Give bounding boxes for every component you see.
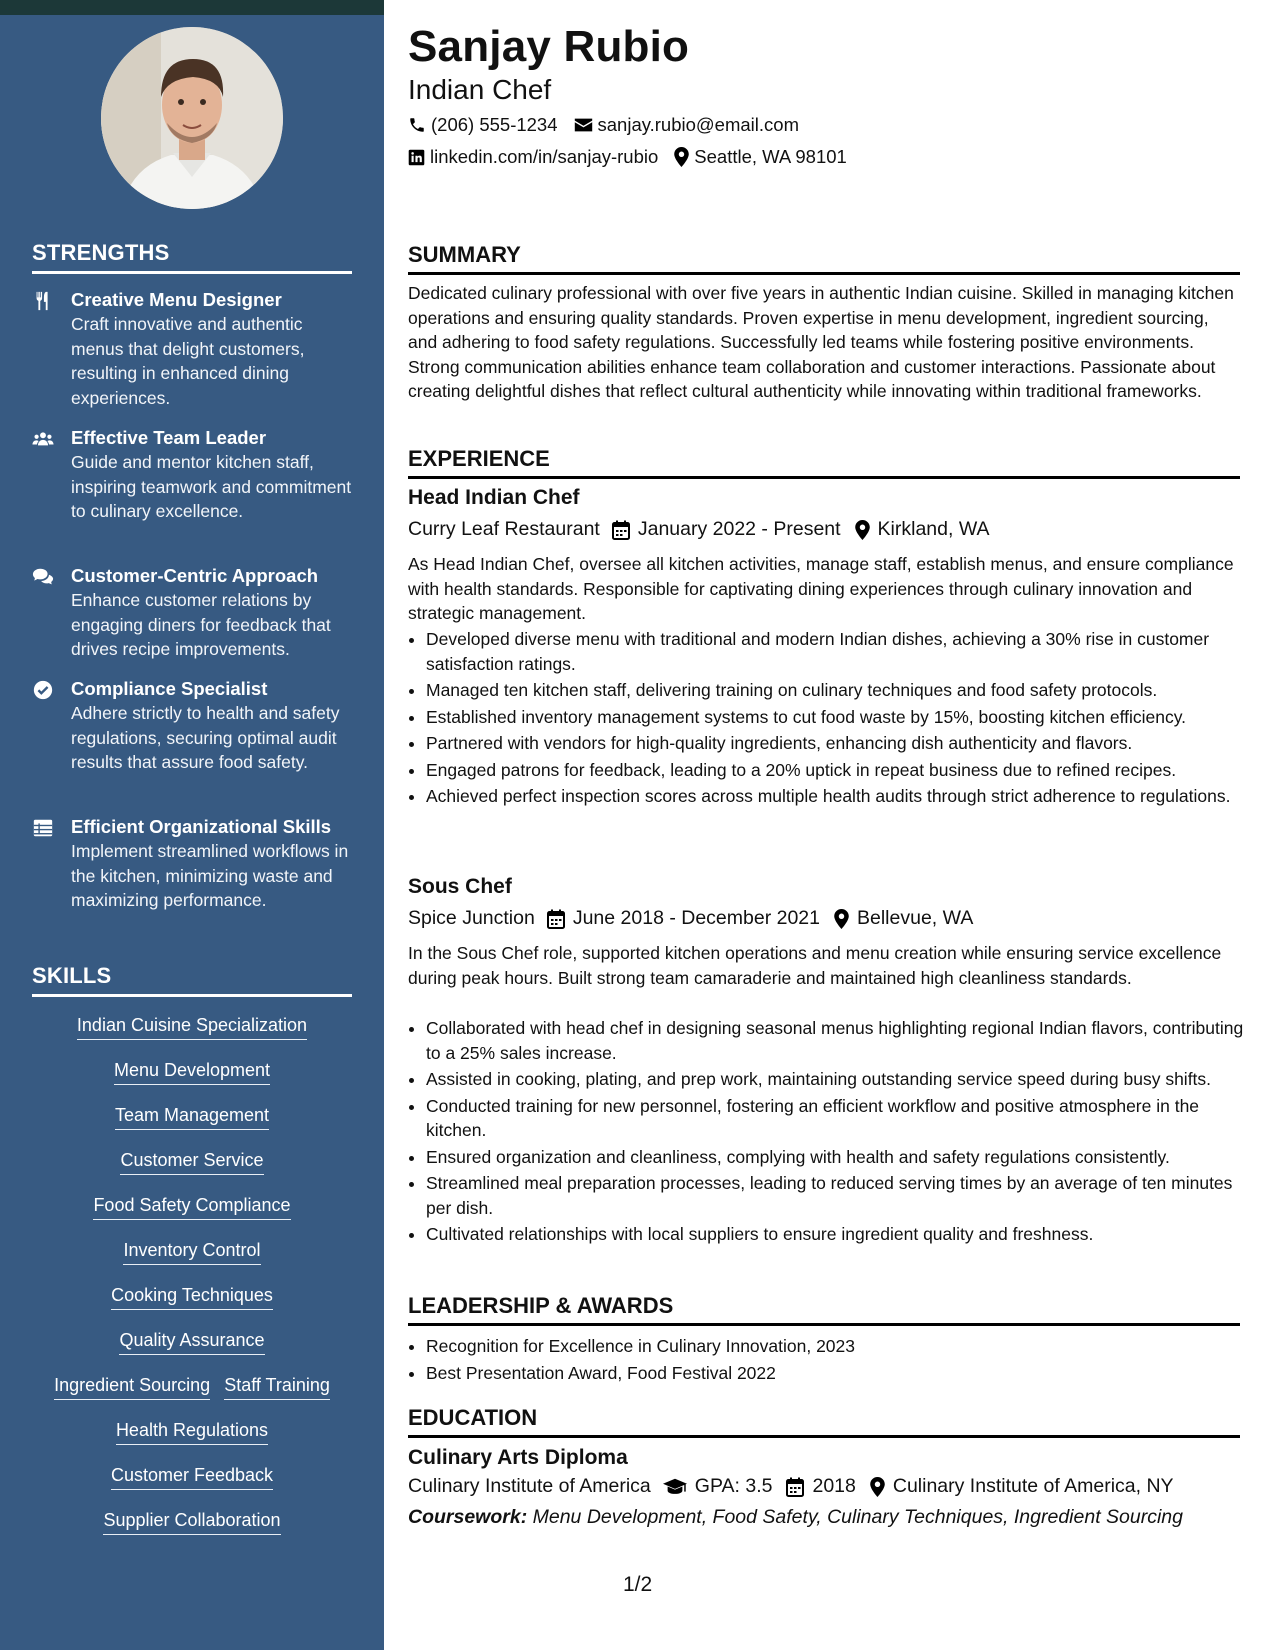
job-bullet: • Collaborated with head chef in designing seasonal menus highlighting regional Indian flavors, contributing to a 25% sales increase.	[426, 1016, 1258, 1065]
calendar-icon	[786, 1477, 804, 1497]
linkedin-text: linkedin.com/in/sanjay-rubio	[430, 146, 659, 167]
sidebar-top-band	[0, 0, 384, 15]
phone-text: (206) 555-1234	[431, 114, 558, 135]
coursework-text: Menu Development, Food Safety, Culinary Techniques, Ingredient Sourcing	[532, 1506, 1183, 1528]
users-icon	[32, 428, 54, 450]
skill-tag: Staff Training	[224, 1373, 330, 1400]
job-location: Bellevue, WA	[857, 907, 974, 929]
candidate-name: Sanjay Rubio	[408, 22, 690, 71]
graduation-year: 2018	[812, 1475, 856, 1497]
skill-tag: Menu Development	[114, 1058, 270, 1085]
experience-heading: EXPERIENCE	[408, 446, 1240, 479]
school-name: Culinary Institute of America	[408, 1475, 651, 1497]
job-summary: In the Sous Chef role, supported kitchen operations and menu creation while ensuring service excellence during peak hours. Built strong team camaraderie and maintained high cleanliness standards.	[408, 943, 1222, 988]
job-bullet: • Partnered with vendors for high-quality ingredients, enhancing dish authenticity and flavors.	[426, 731, 1258, 756]
profile-photo	[101, 27, 283, 209]
skills-row	[32, 1193, 352, 1220]
strength-item	[32, 564, 352, 662]
utensils-icon	[32, 290, 54, 312]
strength-desc: Guide and mentor kitchen staff, inspiring teamwork and commitment to culinary excellence.	[71, 452, 352, 521]
job-bullet: • Cultivated relationships with local suppliers to ensure ingredient quality and freshness.	[426, 1222, 1258, 1247]
job-bullet: • Engaged patrons for feedback, leading to a 20% uptick in repeat business due to refined recipes.	[426, 758, 1258, 783]
skill-tag: Indian Cuisine Specialization	[77, 1013, 307, 1040]
awards-heading: LEADERSHIP & AWARDS	[408, 1293, 1240, 1326]
education-meta	[408, 1475, 1174, 1498]
summary-heading: SUMMARY	[408, 242, 1240, 275]
skills-row	[32, 1373, 352, 1400]
company-name: Curry Leaf Restaurant	[408, 518, 600, 540]
job-bullets	[408, 1016, 1258, 1249]
school-location: Culinary Institute of America, NY	[892, 1475, 1174, 1497]
job-dates: June 2018 - December 2021	[572, 907, 820, 929]
skill-tag: Health Regulations	[116, 1418, 268, 1445]
job-meta	[408, 518, 990, 541]
skills-row	[32, 1238, 352, 1265]
skills-row	[32, 1508, 352, 1535]
check-circle-icon	[32, 679, 54, 701]
job-bullet: • Achieved perfect inspection scores across multiple health audits through strict adherence to regulations.	[426, 784, 1258, 809]
job-bullet: • Conducted training for new personnel, fostering an efficient workflow and positive atmosphere in the kitchen.	[426, 1094, 1258, 1143]
skills-row	[32, 1328, 352, 1355]
skill-tag: Inventory Control	[123, 1238, 260, 1265]
sidebar	[0, 0, 384, 1650]
job-bullets	[408, 627, 1258, 811]
job-summary: As Head Indian Chef, oversee all kitchen activities, manage staff, establish menus, and ensure compliance with health standards. Responsible for captivating dining experiences through culinary innovation and strategic management.	[408, 554, 1234, 623]
strength-title: Compliance Specialist	[71, 678, 268, 699]
page-number: 1/2	[623, 1573, 653, 1596]
coursework	[408, 1506, 1183, 1529]
skill-tag: Food Safety Compliance	[93, 1193, 290, 1220]
linkedin-item[interactable]	[408, 146, 658, 168]
strength-item	[32, 815, 352, 913]
skills-row	[32, 1148, 352, 1175]
job-dates: January 2022 - Present	[637, 518, 841, 540]
skills-heading: SKILLS	[32, 963, 352, 997]
strength-item	[32, 426, 352, 524]
strength-desc: Adhere strictly to health and safety regulations, securing optimal audit results that assure food safety.	[71, 703, 340, 772]
job-bullet: • Established inventory management systems to cut food waste by 15%, boosting kitchen efficiency.	[426, 705, 1258, 730]
location-text: Seattle, WA 98101	[694, 146, 847, 167]
skills-row	[32, 1463, 352, 1490]
job-bullet: • Developed diverse menu with traditional and modern Indian dishes, achieving a 30% rise in customer satisfaction ratings.	[426, 627, 1258, 676]
strength-title: Effective Team Leader	[71, 427, 267, 448]
skills-row	[32, 1283, 352, 1310]
coursework-label: Coursework:	[408, 1506, 528, 1528]
job-position-title: Head Indian Chef	[408, 486, 580, 509]
skill-tag: Customer Service	[120, 1148, 263, 1175]
job-bullet: • Ensured organization and cleanliness, complying with health and safety regulations consistently.	[426, 1145, 1258, 1170]
envelope-icon	[574, 117, 593, 133]
strength-desc: Craft innovative and authentic menus that delight customers, resulting in enhanced dining experiences.	[71, 314, 305, 408]
company-name: Spice Junction	[408, 907, 535, 929]
calendar-icon	[612, 520, 630, 540]
award-item: • Best Presentation Award, Food Festival 2022	[426, 1361, 1258, 1386]
calendar-icon	[547, 909, 565, 929]
job-bullet: • Managed ten kitchen staff, delivering training on culinary techniques and food safety protocols.	[426, 678, 1258, 703]
map-marker-icon	[834, 909, 849, 929]
phone-item[interactable]	[408, 114, 558, 136]
skills-row	[32, 1013, 352, 1040]
map-marker-icon	[674, 147, 689, 167]
job-position-title: Sous Chef	[408, 875, 512, 898]
skills-row	[32, 1418, 352, 1445]
strength-desc: Enhance customer relations by engaging diners for feedback that drives recipe improvements.	[71, 590, 331, 659]
list-icon	[32, 817, 54, 839]
summary-text: Dedicated culinary professional with over five years in authentic Indian cuisine. Skilled in managing kitchen operations and ensuring quality standards. Proven expertise in menu development, ingredient sourcing, and adhering to food safety regulations. Successfully led teams while fostering positive environments. Strong communication abilities enhance team collaboration and customer interactions. Passionate about creating delightful dishes that reflect cultural authenticity while innovating within traditional frameworks.	[408, 283, 1234, 401]
strengths-heading: STRENGTHS	[32, 240, 352, 274]
skill-tag: Customer Feedback	[111, 1463, 273, 1490]
contact-line	[408, 146, 863, 168]
skills-row	[32, 1103, 352, 1130]
awards-list	[408, 1334, 1258, 1387]
comments-icon	[32, 566, 54, 588]
graduation-cap-icon	[663, 1478, 687, 1496]
job-meta	[408, 907, 973, 930]
map-marker-icon	[870, 1477, 885, 1497]
education-heading: EDUCATION	[408, 1405, 1240, 1438]
email-text: sanjay.rubio@email.com	[597, 114, 799, 135]
email-item[interactable]	[574, 114, 799, 136]
skill-tag: Supplier Collaboration	[103, 1508, 280, 1535]
job-location: Kirkland, WA	[877, 518, 990, 540]
gpa: GPA: 3.5	[694, 1475, 773, 1497]
location-item	[674, 146, 847, 168]
strength-title: Customer-Centric Approach	[71, 565, 319, 586]
strength-desc: Implement streamlined workflows in the kitchen, minimizing waste and maximizing performance.	[71, 841, 349, 910]
strength-item	[32, 677, 352, 775]
strength-title: Efficient Organizational Skills	[71, 816, 332, 837]
job-title: Indian Chef	[408, 74, 552, 105]
contact-line	[408, 114, 815, 136]
map-marker-icon	[855, 520, 870, 540]
linkedin-icon	[408, 149, 425, 166]
job-bullet: • Streamlined meal preparation processes, leading to reduced serving times by an average of ten minutes per dish.	[426, 1171, 1258, 1220]
skills-row	[32, 1058, 352, 1085]
skill-tag: Quality Assurance	[119, 1328, 264, 1355]
skill-tag: Team Management	[115, 1103, 269, 1130]
phone-icon	[408, 116, 426, 134]
award-item: • Recognition for Excellence in Culinary Innovation, 2023	[426, 1334, 1258, 1359]
job-bullet: • Assisted in cooking, plating, and prep work, maintaining outstanding service speed during busy shifts.	[426, 1067, 1258, 1092]
skill-tag: Ingredient Sourcing	[54, 1373, 210, 1400]
strength-title: Creative Menu Designer	[71, 289, 282, 310]
skill-tag: Cooking Techniques	[111, 1283, 273, 1310]
strength-item	[32, 288, 352, 410]
degree-title: Culinary Arts Diploma	[408, 1446, 628, 1469]
